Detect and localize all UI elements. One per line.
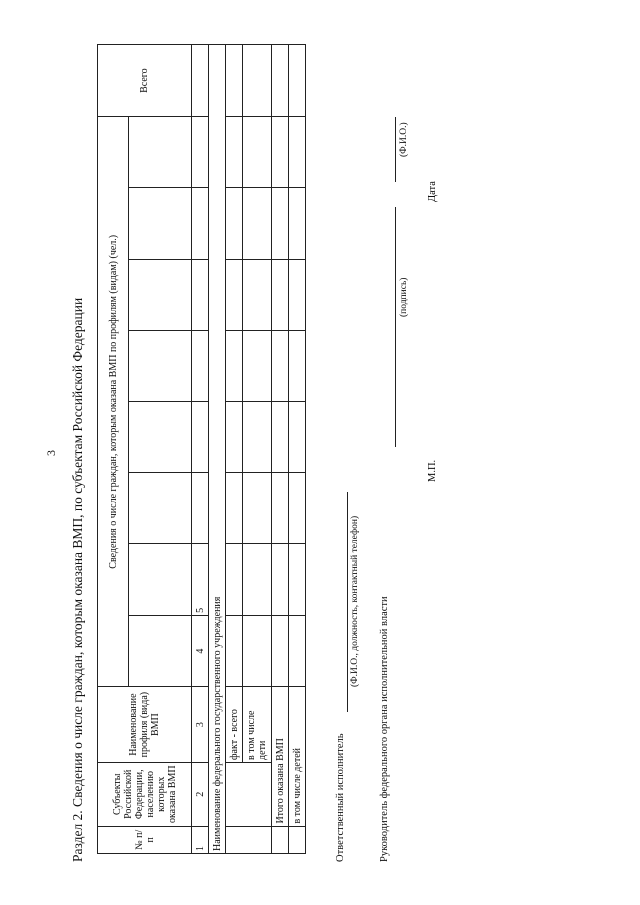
empty-cell [226, 117, 243, 188]
empty-cell [289, 473, 306, 544]
empty-cell [243, 188, 272, 259]
empty-cell [226, 544, 243, 615]
empty-cell [289, 402, 306, 473]
header-subject: Субъекты Российской Федерации, населению которых оказана ВМП [98, 762, 192, 826]
empty-cell [226, 259, 243, 330]
executor-line [347, 492, 348, 712]
row-label: в том числе дети [243, 687, 272, 763]
profile-cell [129, 188, 192, 259]
empty-cell [272, 117, 289, 188]
column-number: 1 [192, 826, 209, 853]
empty-cell [272, 473, 289, 544]
profile-cell [129, 117, 192, 188]
empty-cell [272, 826, 289, 853]
empty-cell [192, 259, 209, 330]
profile-cell [129, 615, 192, 686]
empty-cell [226, 473, 243, 544]
incl-children-total-row [289, 45, 306, 854]
empty-cell [192, 188, 209, 259]
header-num: № п/п [98, 826, 192, 853]
signature-block [335, 42, 450, 862]
empty-cell [272, 188, 289, 259]
date-label: Дата [427, 181, 438, 202]
institution-row [209, 45, 226, 854]
column-number: 2 [192, 762, 209, 826]
empty-cell [226, 826, 272, 853]
empty-cell [243, 259, 272, 330]
empty-cell [289, 615, 306, 686]
fio-caption: (Ф.И.О.) [399, 122, 409, 157]
signature-line [395, 207, 396, 447]
empty-cell [226, 402, 243, 473]
fio-line [395, 117, 396, 182]
empty-cell [289, 188, 306, 259]
empty-cell [243, 117, 272, 188]
column-number: 5 [192, 544, 209, 615]
vmp-table [97, 44, 306, 854]
empty-cell [272, 402, 289, 473]
row-label: в том числе детей [289, 687, 306, 826]
column-number-row [192, 45, 209, 854]
empty-cell [192, 45, 209, 117]
empty-cell [272, 615, 289, 686]
stamp-label: М.П. [427, 459, 438, 482]
empty-cell [243, 45, 272, 117]
profile-cell [129, 330, 192, 401]
empty-cell [243, 544, 272, 615]
rotated-sheet [70, 42, 450, 862]
empty-cell [243, 473, 272, 544]
head-label: Руководитель федерального органа исполнительной власти [379, 596, 390, 862]
empty-cell [289, 826, 306, 853]
empty-cell [243, 615, 272, 686]
signature-caption: (подпись) [399, 277, 409, 317]
column-number: 3 [192, 687, 209, 763]
empty-cell [289, 117, 306, 188]
profile-cell [129, 402, 192, 473]
institution-label: Наименование федерального государственного учреждения [209, 45, 226, 854]
empty-cell [192, 117, 209, 188]
empty-cell [226, 188, 243, 259]
header-profile: Наименование профиля (вида) ВМП [98, 687, 192, 763]
empty-cell [192, 473, 209, 544]
column-number: 4 [192, 615, 209, 686]
page-number: 3 [44, 450, 58, 456]
empty-cell [243, 402, 272, 473]
empty-cell [289, 45, 306, 117]
empty-cell [289, 330, 306, 401]
empty-cell [192, 402, 209, 473]
section-title: Раздел 2. Сведения о числе граждан, которым оказана ВМП, по субъектам Российской Федерации [70, 297, 85, 862]
empty-cell [272, 45, 289, 117]
empty-cell [226, 762, 272, 826]
header-total: Всего [98, 45, 192, 117]
empty-cell [289, 544, 306, 615]
profile-cell [129, 259, 192, 330]
incl-children-row [243, 45, 272, 854]
row-label: факт - всего [226, 687, 243, 763]
empty-cell [272, 544, 289, 615]
profile-cell [129, 473, 192, 544]
empty-cell [272, 259, 289, 330]
profile-cell [129, 544, 192, 615]
empty-cell [226, 330, 243, 401]
empty-cell [226, 45, 243, 117]
total-vmp-row [272, 45, 289, 854]
empty-cell [289, 259, 306, 330]
empty-cell [272, 330, 289, 401]
executor-caption: (Ф.И.О., должность, контактный телефон) [350, 515, 360, 687]
header-row-1 [98, 45, 129, 854]
header-group: Сведения о числе граждан, которым оказана ВМП по профилям (видам) (чел.) [98, 117, 129, 687]
row-label: Итого оказана ВМП [272, 687, 289, 826]
fact-total-row [226, 45, 243, 854]
empty-cell [192, 330, 209, 401]
executor-label: Ответственный исполнитель [335, 733, 346, 862]
empty-cell [226, 615, 243, 686]
empty-cell [243, 330, 272, 401]
